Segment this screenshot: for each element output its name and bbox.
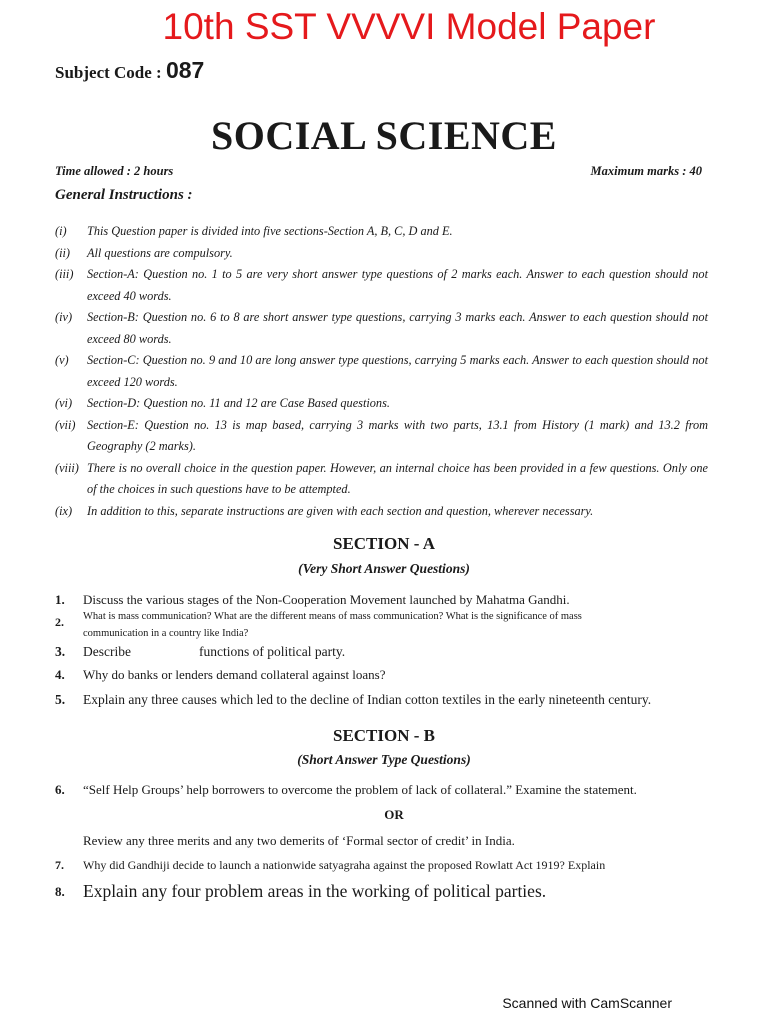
general-instructions-heading: General Instructions : [55,187,193,203]
question-number: 1. [55,592,65,607]
instruction-number: (ii) [55,245,71,260]
instruction-text: Section-B: Question no. 6 to 8 are short answer type questions, carrying 3 marks each. Answer to each question should not exceed 80 words. [87,310,708,346]
time-allowed: Time allowed : 2 hours [55,164,174,178]
question-text: “Self Help Groups’ help borrowers to overcome the problem of lack of collateral.” Examine the statement. [83,782,637,797]
instruction-item [55,221,708,243]
paper-title: SOCIAL SCIENCE [210,113,557,158]
question-4 [55,667,728,683]
question-5 [55,692,738,708]
instruction-number: (iii) [55,267,74,281]
instruction-number: (v) [55,353,69,367]
section-b-subheading: (Short Answer Type Questions) [297,752,471,767]
question-text: Explain any four problem areas in the working of political parties. [83,881,547,901]
instruction-item [55,350,708,393]
instruction-text: In addition to this, separate instructions are given with each section and question, wherever necessary. [87,503,594,518]
question-text: What is mass communication? What are the different means of mass communication? What is the significance of mass communication in a country like India? [83,611,582,639]
instruction-number: (iv) [55,310,73,324]
maximum-marks: Maximum marks : 40 [590,164,702,178]
question-text [83,644,728,660]
instruction-text: Section-A: Question no. 1 to 5 are very short answer type questions of 2 marks each. Answer to each question should not exceed 40 words. [87,267,708,303]
instruction-text: There is no overall choice in the question paper. However, an internal choice has been provided in a few questions. Only one of the choices in such questions have to be attempted. [87,460,708,496]
subject-code-label: Subject Code : [55,63,162,82]
or-separator: OR [384,807,404,822]
question-text-part: functions of political party. [198,644,346,659]
instruction-text: All questions are compulsory. [87,245,233,260]
instruction-number: (vii) [55,417,76,432]
instruction-item [55,243,708,265]
section-b-heading: SECTION - B [332,726,436,745]
instruction-text: This Question paper is divided into five sections-Section A, B, C, D and E. [87,224,453,238]
question-number: 7. [55,858,64,872]
question-8 [55,881,728,902]
question-number: 3. [55,644,66,659]
general-instructions-list [55,221,708,522]
question-number: 6. [55,782,65,797]
question-text: Discuss the various stages of the Non-Cooperation Movement launched by Mahatma Gandhi. [83,592,570,607]
scanner-watermark: Scanned with CamScanner [502,995,672,1011]
question-6-alternative: Review any three merits and any two demerits of ‘Formal sector of credit’ in India. [83,833,515,848]
page-banner: 10th SST VVVVI Model Paper [162,6,656,47]
question-number: 2. [55,615,64,629]
instruction-number: (i) [55,224,67,238]
question-6 [55,782,728,798]
question-3 [55,644,728,660]
section-a-heading: SECTION - A [332,534,436,553]
instruction-item [55,458,708,501]
question-1 [55,592,728,608]
subject-code [55,57,204,84]
question-text: Explain any three causes which led to the decline of Indian cotton textiles in the early nineteenth century. [83,692,652,707]
paper-meta [55,164,702,179]
section-a-subheading: (Very Short Answer Questions) [298,561,470,576]
instruction-item [55,501,708,523]
subject-code-value: 087 [165,57,205,83]
question-text: Why did Gandhiji decide to launch a nationwide satyagraha against the proposed Rowlatt Act 1919? Explain [83,858,606,872]
instruction-item [55,264,708,307]
question-number: 4. [55,667,65,682]
instruction-number: (ix) [55,503,73,518]
instruction-text: Section-E: Question no. 13 is map based, carrying 3 marks with two parts, 13.1 from History (1 mark) and 13.2 from Geography (2 marks). [87,417,708,453]
instruction-number: (viii) [55,460,79,475]
instruction-number: (vi) [55,396,73,410]
question-number: 5. [55,692,66,707]
instruction-text: Section-C: Question no. 9 and 10 are long answer type questions, carrying 5 marks each. Answer to each question should not exceed 120 words. [87,353,708,389]
instruction-item [55,393,708,415]
instruction-item [55,307,708,350]
question-7 [55,858,728,873]
question-2 [55,608,618,642]
question-text: Why do banks or lenders demand collateral against loans? [83,667,386,682]
question-number: 8. [55,884,65,899]
question-text-part: Describe [83,644,131,659]
instruction-item [55,415,708,458]
instruction-text: Section-D: Question no. 11 and 12 are Case Based questions. [87,396,390,410]
